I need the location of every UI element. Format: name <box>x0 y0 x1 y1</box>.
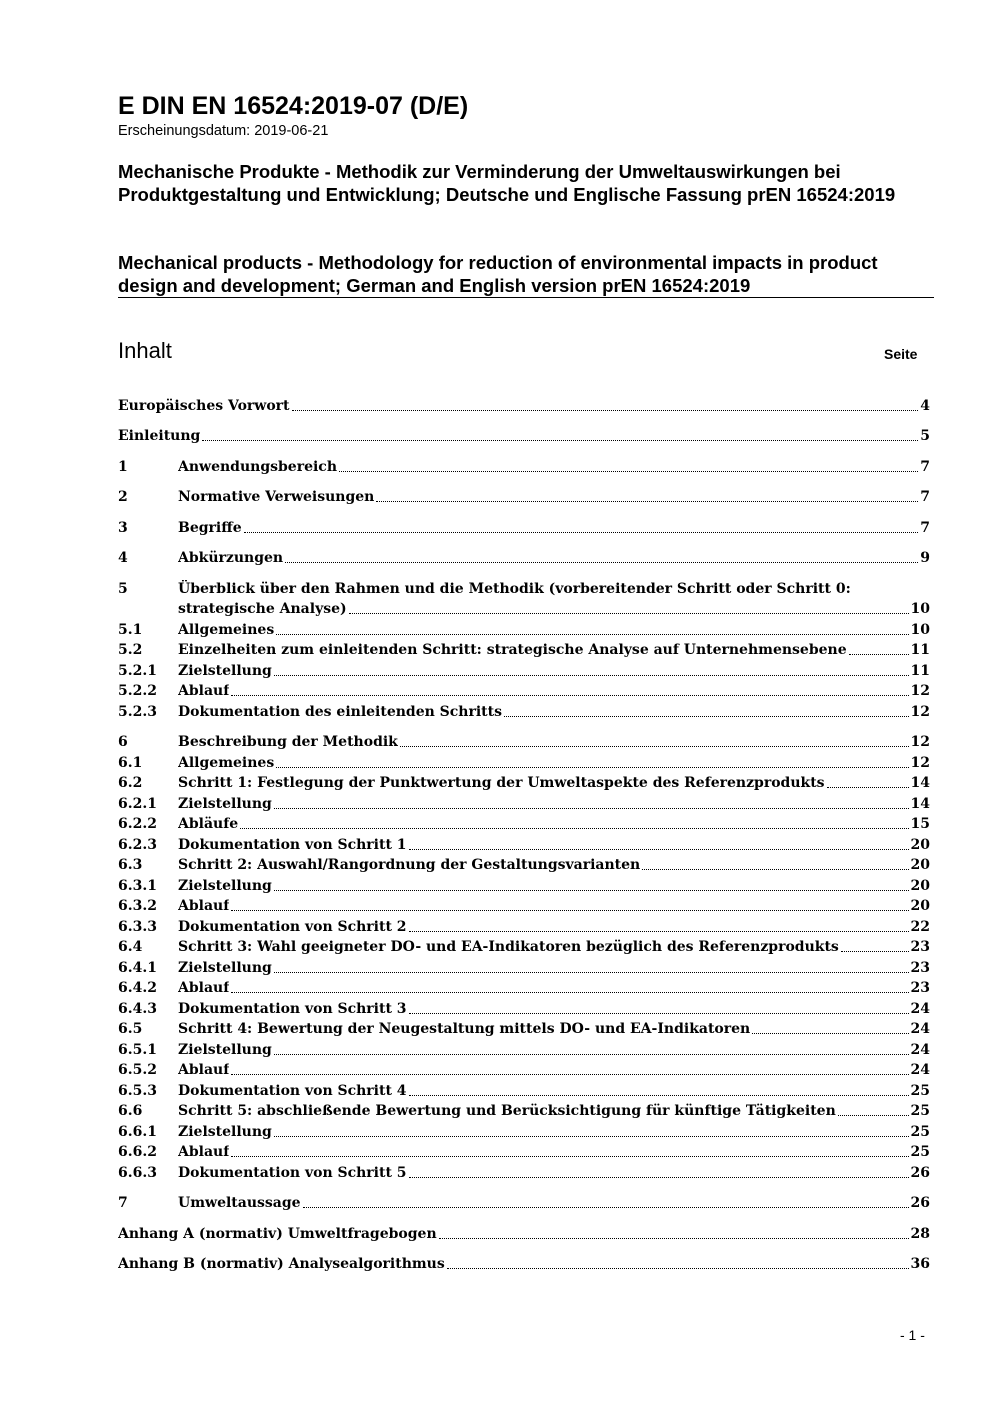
toc-entry-title: Zielstellung <box>178 662 272 679</box>
toc-entry-page: 11 <box>910 642 930 658</box>
toc-leader-dots <box>339 471 918 472</box>
toc-entry-number: 6.6.1 <box>118 1123 157 1140</box>
toc-entry-page: 10 <box>910 621 930 638</box>
toc-entry[interactable] <box>118 813 930 834</box>
toc-entry-title: Normative Verweisungen <box>178 489 375 505</box>
toc-entry-page: 24 <box>910 1062 930 1078</box>
toc-entry-title: Anhang B (normativ) Analysealgorithmus <box>118 1256 445 1272</box>
toc-entry-page: 11 <box>910 662 930 679</box>
toc-leader-dots <box>838 1115 909 1116</box>
toc-entry-number: 6.6 <box>118 1103 143 1119</box>
toc-entry-page: 25 <box>910 1144 930 1160</box>
toc-entry-number: 6.5.1 <box>118 1041 157 1058</box>
toc-entry-page: 26 <box>910 1164 930 1181</box>
toc-leader-dots <box>274 675 909 676</box>
toc-entry-title: Ablauf <box>178 1144 230 1160</box>
toc-entry-title: Ablauf <box>178 683 230 699</box>
toc-leader-dots <box>752 1033 908 1034</box>
toc-entry-title: Zielstellung <box>178 877 272 894</box>
toc-entry-number: 6.5.2 <box>118 1062 157 1078</box>
toc-entry[interactable] <box>118 1038 930 1059</box>
toc-entry-title: Allgemeines <box>178 754 275 771</box>
toc-entry-number: 6.3 <box>118 857 143 873</box>
toc-leader-dots <box>409 931 909 932</box>
toc-entry-page: 14 <box>910 775 930 791</box>
toc-leader-dots <box>504 716 909 717</box>
toc-entry-page: 10 <box>910 601 930 617</box>
toc-entry-title: Dokumentation von Schritt 1 <box>178 836 407 853</box>
toc-entry-number: 6.4.1 <box>118 959 157 976</box>
toc-entry-page: 14 <box>910 795 930 812</box>
toc-leader-dots <box>231 1074 908 1075</box>
toc-entry[interactable] <box>118 977 930 998</box>
toc-leader-dots <box>231 695 908 696</box>
toc-entry-number: 5.2.2 <box>118 683 157 699</box>
toc-entry[interactable] <box>118 1059 930 1080</box>
toc-entry-number: 5.2 <box>118 642 143 658</box>
toc-leader-dots <box>274 1136 909 1137</box>
title-underline <box>118 297 934 298</box>
toc-leader-dots <box>642 869 908 870</box>
toc-entry[interactable] <box>118 1161 930 1182</box>
toc-entry-title: Ablauf <box>178 1062 230 1078</box>
toc-entry-page: 12 <box>910 754 930 771</box>
toc-leader-dots <box>303 1207 909 1208</box>
toc-entry-page: 7 <box>920 519 930 536</box>
toc-entry-page: 25 <box>910 1103 930 1119</box>
toc-entry-page: 28 <box>910 1225 930 1242</box>
toc-entry-title: Dokumentation von Schritt 4 <box>178 1082 407 1099</box>
toc-entry-page: 24 <box>910 1000 930 1017</box>
toc-entry-page: 20 <box>910 857 930 873</box>
toc-leader-dots <box>447 1268 909 1269</box>
toc-entry-number: 6.4.3 <box>118 1000 157 1017</box>
toc-entry-page: 24 <box>910 1041 930 1058</box>
toc-leader-dots <box>292 410 919 411</box>
toc-entry-number: 6 <box>118 734 128 750</box>
toc-entry[interactable] <box>118 1018 930 1039</box>
table-of-contents <box>118 394 930 1273</box>
toc-entry-title: Dokumentation von Schritt 2 <box>178 918 407 935</box>
toc-entry-number: 6.2.1 <box>118 795 157 812</box>
toc-entry-page: 7 <box>920 458 930 475</box>
toc-entry-title: Beschreibung der Methodik <box>178 734 398 750</box>
toc-entry-title: Zielstellung <box>178 1123 272 1140</box>
toc-entry[interactable] <box>118 854 930 875</box>
toc-entry-title: Allgemeines <box>178 621 275 638</box>
toc-entry[interactable] <box>118 455 930 476</box>
toc-entry[interactable] <box>118 1141 930 1162</box>
toc-entry-page: 7 <box>920 489 930 505</box>
toc-leader-dots <box>274 972 909 973</box>
toc-entry-page: 5 <box>920 428 930 444</box>
toc-leader-dots <box>849 654 909 655</box>
toc-entry-number: 6.1 <box>118 754 143 771</box>
toc-entry[interactable] <box>118 792 930 813</box>
toc-entry[interactable] <box>118 956 930 977</box>
toc-entry[interactable] <box>118 1079 930 1100</box>
toc-entry-page: 20 <box>910 877 930 894</box>
toc-entry[interactable] <box>118 1253 930 1274</box>
toc-leader-dots <box>240 828 908 829</box>
toc-entry-page: 20 <box>910 898 930 914</box>
toc-entry-number: 6.2.2 <box>118 816 157 832</box>
toc-entry-title: Europäisches Vorwort <box>118 397 290 414</box>
title-english: Mechanical products - Methodology for reduction of environmental impacts in product design and development; German and English version prEN 16524:2019 <box>118 252 878 296</box>
toc-entry-page: 15 <box>910 816 930 832</box>
toc-leader-dots <box>400 746 909 747</box>
toc-entry[interactable] <box>118 936 930 957</box>
toc-entry-number: 6.5 <box>118 1021 143 1037</box>
toc-entry-title: Abkürzungen <box>178 550 284 566</box>
toc-entry-title: Ablauf <box>178 980 230 996</box>
toc-leader-dots <box>409 1177 909 1178</box>
toc-entry-title: Anhang A (normativ) Umweltfragebogen <box>118 1225 437 1242</box>
toc-entry-number: 1 <box>118 458 128 475</box>
toc-entry[interactable] <box>118 659 930 680</box>
toc-entry-number: 6.3.2 <box>118 898 157 914</box>
toc-entry-number: 3 <box>118 519 128 536</box>
toc-entry[interactable] <box>118 680 930 701</box>
toc-entry-page: 23 <box>910 939 930 955</box>
toc-entry-number: 6.6.3 <box>118 1164 157 1181</box>
toc-entry-continuation[interactable] <box>118 598 930 619</box>
toc-leader-dots <box>841 951 909 952</box>
toc-entry-page: 24 <box>910 1021 930 1037</box>
toc-entry-number: 4 <box>118 550 128 566</box>
toc-entry-title: Schritt 2: Auswahl/Rangordnung der Gestaltungsvarianten <box>178 857 641 873</box>
document-id: E DIN EN 16524:2019-07 (D/E) <box>118 92 469 120</box>
page-number: - 1 - <box>900 1327 925 1343</box>
toc-entry[interactable] <box>118 577 930 598</box>
toc-entry-title: Zielstellung <box>178 959 272 976</box>
toc-entry-number: 5.2.1 <box>118 662 157 679</box>
toc-entry[interactable] <box>118 486 930 507</box>
toc-entry[interactable] <box>118 1120 930 1141</box>
toc-entry-page: 23 <box>910 980 930 996</box>
toc-entry-number: 6.4.2 <box>118 980 157 996</box>
toc-entry[interactable] <box>118 751 930 772</box>
toc-entry[interactable] <box>118 425 930 446</box>
toc-leader-dots <box>231 1156 908 1157</box>
toc-entry-page: 20 <box>910 836 930 853</box>
toc-leader-dots <box>231 992 908 993</box>
toc-leader-dots <box>231 910 908 911</box>
toc-entry-title: Dokumentation von Schritt 5 <box>178 1164 407 1181</box>
toc-entry-title: Zielstellung <box>178 1041 272 1058</box>
toc-leader-dots <box>202 440 918 441</box>
toc-leader-dots <box>274 1054 909 1055</box>
toc-entry-page: 25 <box>910 1082 930 1099</box>
toc-entry-page: 4 <box>920 397 930 414</box>
toc-entry-title: Überblick über den Rahmen und die Methodik (vorbereitender Schritt oder Schritt 0: <box>178 580 851 597</box>
toc-entry[interactable] <box>118 915 930 936</box>
toc-entry-title: Einzelheiten zum einleitenden Schritt: strategische Analyse auf Unternehmensebene <box>178 642 847 658</box>
toc-entry-page: 12 <box>910 703 930 720</box>
toc-entry-title: Schritt 1: Festlegung der Punktwertung der Umweltaspekte des Referenzprodukts <box>178 775 825 791</box>
toc-entry[interactable] <box>118 700 930 721</box>
toc-entry-page: 12 <box>910 734 930 750</box>
toc-entry-title: Begriffe <box>178 519 242 536</box>
title-german: Mechanische Produkte - Methodik zur Verminderung der Umweltauswirkungen bei Produktgestaltung und Entwicklung; Deutsche und Englische Fassung prEN 16524:2019 <box>118 161 896 205</box>
toc-entry-number: 6.3.3 <box>118 918 157 935</box>
toc-entry-page: 22 <box>910 918 930 935</box>
toc-entry-page: 23 <box>910 959 930 976</box>
toc-entry-page: 36 <box>910 1256 930 1272</box>
toc-entry-title: Schritt 5: abschließende Bewertung und Berücksichtigung für künftige Tätigkeiten <box>178 1103 836 1119</box>
toc-entry-title: Einleitung <box>118 428 201 444</box>
toc-entry[interactable] <box>118 516 930 537</box>
toc-entry-title-cont: strategische Analyse) <box>178 601 347 617</box>
toc-entry-title: Dokumentation von Schritt 3 <box>178 1000 407 1017</box>
toc-leader-dots <box>827 787 909 788</box>
toc-entry-number: 6.3.1 <box>118 877 157 894</box>
toc-entry[interactable] <box>118 618 930 639</box>
toc-entry-number: 6.2.3 <box>118 836 157 853</box>
toc-leader-dots <box>349 613 909 614</box>
toc-page-label: Seite <box>884 346 918 362</box>
toc-leader-dots <box>276 767 908 768</box>
toc-heading: Inhalt <box>118 338 172 363</box>
toc-entry-page: 25 <box>910 1123 930 1140</box>
toc-entry-number: 6.4 <box>118 939 143 955</box>
publication-date: Erscheinungsdatum: 2019-06-21 <box>118 123 329 139</box>
toc-entry[interactable] <box>118 547 930 568</box>
toc-entry-title: Ablauf <box>178 898 230 914</box>
toc-entry-title: Umweltaussage <box>178 1195 301 1211</box>
toc-entry[interactable] <box>118 874 930 895</box>
toc-entry[interactable] <box>118 394 930 415</box>
toc-entry-title: Schritt 3: Wahl geeigneter DO- und EA-Indikatoren bezüglich des Referenzprodukts <box>178 939 839 955</box>
toc-leader-dots <box>274 890 909 891</box>
toc-entry-page: 9 <box>920 550 930 566</box>
toc-entry-number: 7 <box>118 1195 128 1211</box>
toc-entry-page: 12 <box>910 683 930 699</box>
toc-leader-dots <box>439 1238 909 1239</box>
toc-entry-title: Zielstellung <box>178 795 272 812</box>
toc-entry-title: Dokumentation des einleitenden Schritts <box>178 703 502 720</box>
toc-entry[interactable] <box>118 833 930 854</box>
toc-leader-dots <box>376 501 918 502</box>
toc-entry[interactable] <box>118 1192 930 1213</box>
toc-entry-number: 6.5.3 <box>118 1082 157 1099</box>
toc-leader-dots <box>244 532 919 533</box>
toc-leader-dots <box>276 634 908 635</box>
toc-entry-number: 2 <box>118 489 128 505</box>
toc-entry-title: Anwendungsbereich <box>178 458 337 475</box>
toc-entry-title: Schritt 4: Bewertung der Neugestaltung mittels DO- und EA-Indikatoren <box>178 1021 751 1037</box>
toc-entry[interactable] <box>118 1222 930 1243</box>
toc-leader-dots <box>409 1013 909 1014</box>
toc-entry-number: 5.1 <box>118 621 143 638</box>
toc-leader-dots <box>285 562 918 563</box>
toc-entry[interactable] <box>118 639 930 660</box>
toc-entry[interactable] <box>118 1100 930 1121</box>
toc-entry-number: 5 <box>118 580 128 597</box>
toc-entry[interactable] <box>118 731 930 752</box>
toc-entry[interactable] <box>118 895 930 916</box>
toc-entry-title: Abläufe <box>178 816 239 832</box>
toc-leader-dots <box>409 1095 909 1096</box>
toc-entry-number: 5.2.3 <box>118 703 157 720</box>
toc-leader-dots <box>409 849 909 850</box>
toc-entry-number: 6.6.2 <box>118 1144 157 1160</box>
toc-leader-dots <box>274 808 909 809</box>
toc-entry-page: 26 <box>910 1195 930 1211</box>
toc-entry[interactable] <box>118 997 930 1018</box>
toc-entry[interactable] <box>118 772 930 793</box>
toc-entry-number: 6.2 <box>118 775 143 791</box>
